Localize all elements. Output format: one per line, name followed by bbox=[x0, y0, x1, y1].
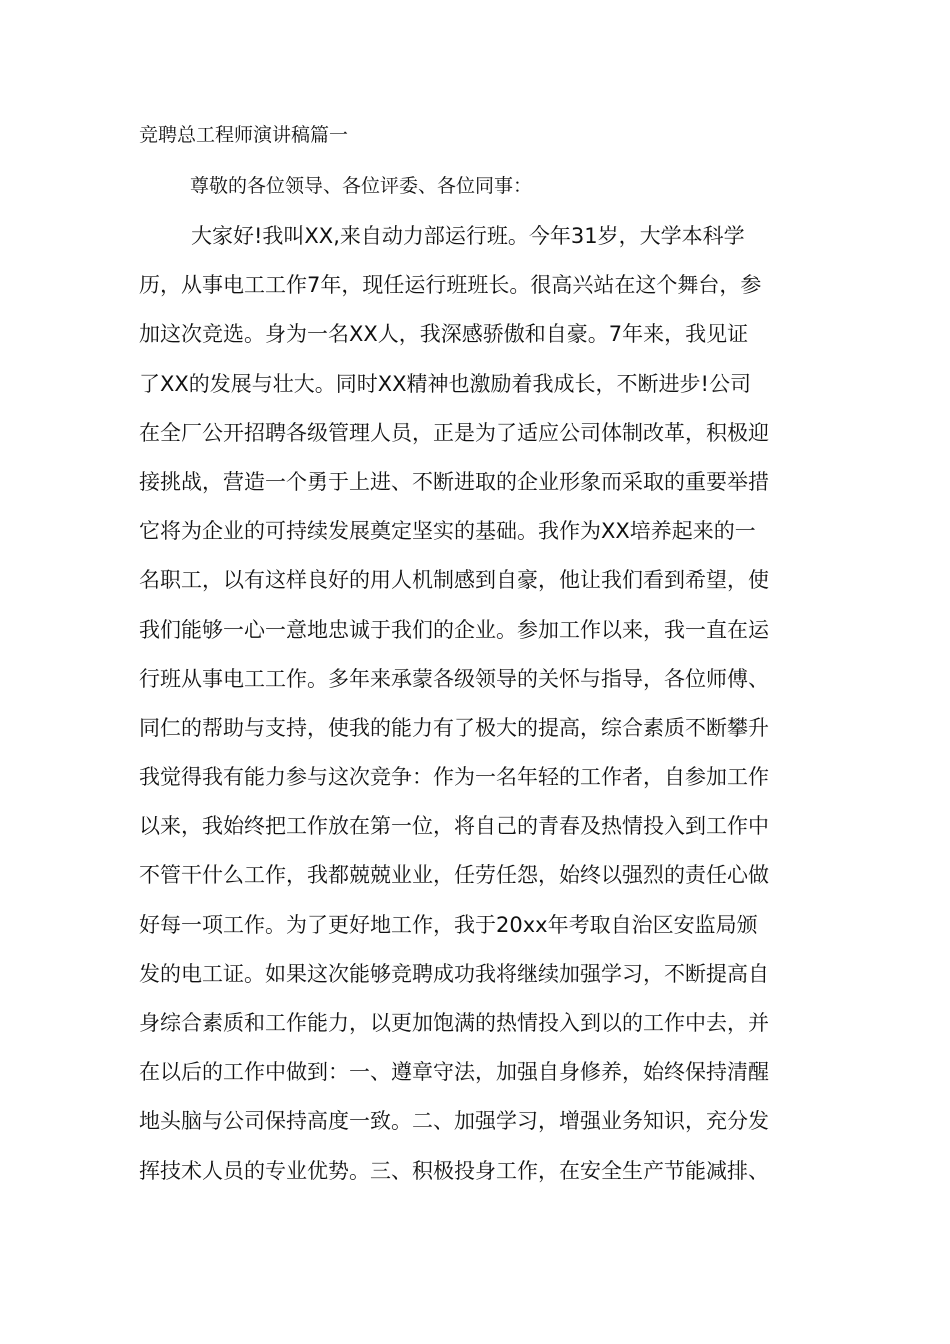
body-line: 身综合素质和工作能力，以更加饱满的热情投入到以的工作中去，并 bbox=[139, 1011, 769, 1035]
body-line: 大家好!我叫XX,来自动力部运行班。今年31岁，大学本科学 bbox=[191, 224, 745, 248]
body-line: 加这次竞选。身为一名XX人，我深感骄傲和自豪。7年来，我见证 bbox=[139, 322, 749, 347]
body-line: 我觉得我有能力参与这次竞争：作为一名年轻的工作者，自参加工作 bbox=[139, 765, 769, 790]
body-line: 在全厂公开招聘各级管理人员，正是为了适应公司体制改革，积极迎 bbox=[139, 420, 769, 445]
body-line: 了XX的发展与壮大。同时XX精神也激励着我成长，不断进步!公司 bbox=[139, 371, 751, 396]
body-line: 发的电工证。如果这次能够竞聘成功我将继续加强学习，不断提高自 bbox=[139, 961, 769, 986]
body-line: 行班从事电工工作。多年来承蒙各级领导的关怀与指导，各位师傅、 bbox=[139, 666, 769, 691]
body-line: 地头脑与公司保持高度一致。二、加强学习，增强业务知识，充分发 bbox=[139, 1109, 769, 1134]
body-line: 在以后的工作中做到：一、遵章守法，加强自身修养，始终保持清醒 bbox=[139, 1060, 769, 1085]
body-line: 以来，我始终把工作放在第一位，将自己的青春及热情投入到工作中 bbox=[139, 814, 769, 839]
body-line: 不管干什么工作，我都兢兢业业，任劳任怨，始终以强烈的责任心做 bbox=[139, 863, 769, 888]
speech-body bbox=[139, 218, 829, 1202]
body-line: 同仁的帮助与支持，使我的能力有了极大的提高，综合素质不断攀升 bbox=[139, 715, 769, 740]
document-title: 竞聘总工程师演讲稿篇一 bbox=[139, 124, 349, 146]
body-line: 它将为企业的可持续发展奠定坚实的基础。我作为XX培养起来的一 bbox=[139, 519, 756, 544]
body-line: 名职工，以有这样良好的用人机制感到自豪，他让我们看到希望，使 bbox=[139, 568, 769, 593]
body-line: 挥技术人员的专业优势。三、积极投身工作，在安全生产节能减排、 bbox=[139, 1158, 769, 1183]
body-line: 接挑战，营造一个勇于上进、不断进取的企业形象而采取的重要举措 bbox=[139, 469, 769, 494]
body-line: 好每一项工作。为了更好地工作，我于20xx年考取自治区安监局颁 bbox=[139, 912, 758, 937]
salutation: 尊敬的各位领导、各位评委、各位同事： bbox=[190, 175, 533, 197]
body-line: 历，从事电工工作7年，现任运行班班长。很高兴站在这个舞台，参 bbox=[139, 273, 762, 298]
body-line: 我们能够一心一意地忠诚于我们的企业。参加工作以来，我一直在运 bbox=[139, 617, 769, 642]
